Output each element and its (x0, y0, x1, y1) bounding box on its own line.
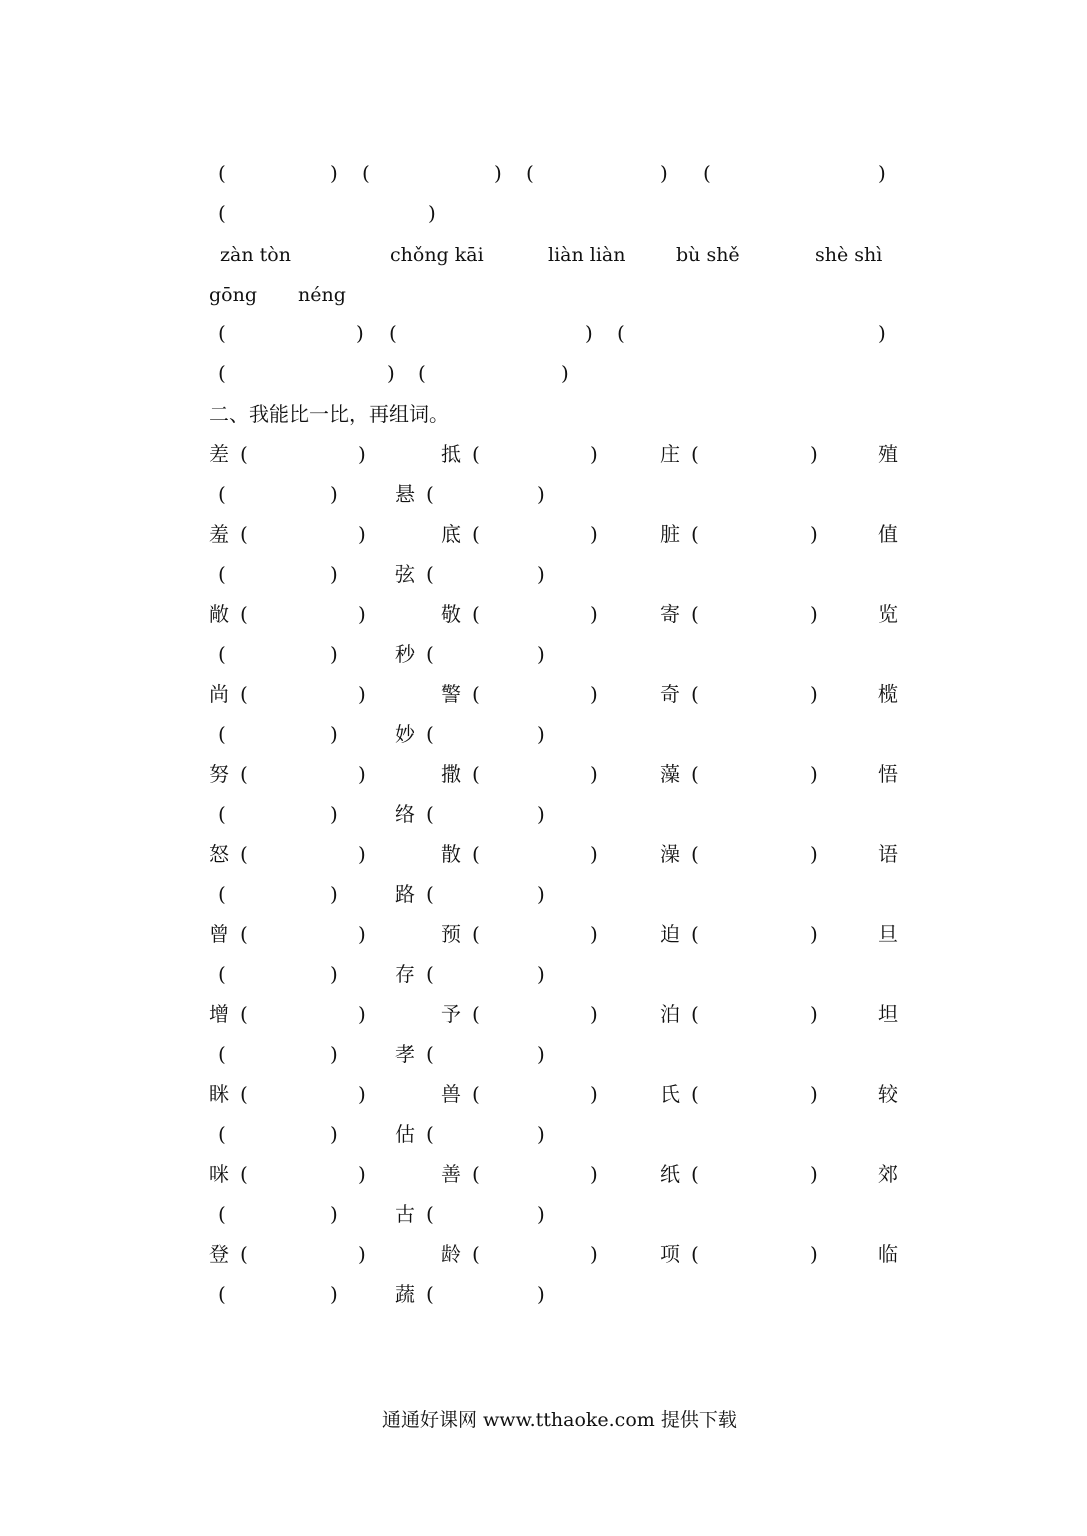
section-title: 二、我能比一比，再组词。 (209, 402, 449, 426)
bracket-open: ( (472, 442, 480, 466)
pinyin-word: liàn liàn (548, 244, 626, 266)
bracket-open: ( (691, 842, 699, 866)
pinyin-word: zàn tòn (220, 244, 291, 266)
compare-char: 泊 (660, 1002, 680, 1026)
bracket-open: ( (472, 1082, 480, 1106)
bracket-open: ( (418, 361, 426, 385)
bracket-close: ) (590, 842, 598, 866)
compare-char: 脏 (660, 522, 680, 546)
bracket-open: ( (691, 922, 699, 946)
bracket-open: ( (426, 722, 434, 746)
bracket-close: ) (810, 1002, 818, 1026)
compare-char: 较 (878, 1082, 898, 1106)
compare-char: 悟 (878, 762, 898, 786)
bracket-close: ) (590, 922, 598, 946)
compare-char: 古 (395, 1202, 415, 1226)
compare-char: 悬 (395, 482, 415, 506)
compare-char: 撒 (441, 762, 461, 786)
bracket-close: ) (537, 1202, 545, 1226)
bracket-open: ( (426, 882, 434, 906)
bracket-close: ) (810, 522, 818, 546)
bracket-close: ) (358, 522, 366, 546)
bracket-open: ( (240, 442, 248, 466)
bracket-close: ) (356, 321, 364, 345)
bracket-close: ) (358, 602, 366, 626)
compare-char: 孝 (395, 1042, 415, 1066)
bracket-open: ( (426, 562, 434, 586)
bracket-close: ) (878, 321, 886, 345)
compare-char: 龄 (441, 1242, 461, 1266)
bracket-open: ( (389, 321, 397, 345)
bracket-open: ( (691, 762, 699, 786)
bracket-open: ( (526, 161, 534, 185)
compare-char: 澡 (660, 842, 680, 866)
bracket-open: ( (218, 361, 226, 385)
compare-char: 榄 (878, 682, 898, 706)
bracket-open: ( (472, 602, 480, 626)
compare-char: 庄 (660, 442, 680, 466)
bracket-close: ) (537, 802, 545, 826)
compare-char: 路 (395, 882, 415, 906)
bracket-close: ) (585, 321, 593, 345)
bracket-open: ( (218, 482, 226, 506)
bracket-open: ( (240, 522, 248, 546)
bracket-open: ( (218, 1122, 226, 1146)
compare-char: 络 (395, 802, 415, 826)
pinyin-word: bù shě (676, 244, 740, 266)
bracket-close: ) (358, 842, 366, 866)
bracket-open: ( (240, 682, 248, 706)
compare-char: 兽 (441, 1082, 461, 1106)
bracket-open: ( (218, 321, 226, 345)
bracket-open: ( (218, 161, 226, 185)
compare-char: 值 (878, 522, 898, 546)
compare-char: 氏 (660, 1082, 680, 1106)
bracket-open: ( (240, 1162, 248, 1186)
compare-char: 怒 (209, 842, 229, 866)
pinyin-word: gōng (209, 284, 258, 306)
bracket-close: ) (810, 842, 818, 866)
bracket-open: ( (240, 602, 248, 626)
bracket-close: ) (330, 882, 338, 906)
bracket-close: ) (537, 642, 545, 666)
bracket-open: ( (218, 201, 226, 225)
compare-char: 纸 (660, 1162, 680, 1186)
bracket-close: ) (590, 1002, 598, 1026)
compare-char: 秒 (395, 642, 415, 666)
bracket-close: ) (358, 1162, 366, 1186)
compare-char: 寄 (660, 602, 680, 626)
bracket-open: ( (472, 922, 480, 946)
bracket-close: ) (330, 562, 338, 586)
bracket-open: ( (426, 962, 434, 986)
bracket-close: ) (330, 1042, 338, 1066)
bracket-open: ( (472, 762, 480, 786)
bracket-open: ( (218, 1282, 226, 1306)
bracket-open: ( (426, 802, 434, 826)
bracket-open: ( (240, 762, 248, 786)
compare-char: 旦 (878, 922, 898, 946)
bracket-close: ) (330, 642, 338, 666)
bracket-open: ( (472, 1162, 480, 1186)
bracket-open: ( (426, 642, 434, 666)
bracket-open: ( (218, 562, 226, 586)
bracket-close: ) (590, 682, 598, 706)
bracket-close: ) (358, 682, 366, 706)
pinyin-word: shè shì (815, 244, 883, 266)
bracket-open: ( (472, 522, 480, 546)
compare-char: 郊 (878, 1162, 898, 1186)
compare-char: 增 (209, 1002, 229, 1026)
compare-char: 览 (878, 602, 898, 626)
bracket-open: ( (691, 682, 699, 706)
bracket-close: ) (330, 161, 338, 185)
bracket-close: ) (358, 1242, 366, 1266)
bracket-close: ) (428, 201, 436, 225)
bracket-close: ) (330, 1202, 338, 1226)
bracket-close: ) (590, 762, 598, 786)
compare-char: 弦 (395, 562, 415, 586)
compare-char: 语 (878, 842, 898, 866)
compare-char: 底 (441, 522, 461, 546)
bracket-open: ( (218, 1202, 226, 1226)
bracket-open: ( (218, 962, 226, 986)
bracket-open: ( (426, 1202, 434, 1226)
compare-char: 敞 (209, 602, 229, 626)
bracket-close: ) (537, 1122, 545, 1146)
bracket-close: ) (358, 762, 366, 786)
compare-char: 奇 (660, 682, 680, 706)
bracket-open: ( (218, 802, 226, 826)
compare-char: 散 (441, 842, 461, 866)
bracket-close: ) (358, 442, 366, 466)
bracket-close: ) (590, 1162, 598, 1186)
bracket-close: ) (330, 482, 338, 506)
bracket-close: ) (590, 602, 598, 626)
bracket-open: ( (240, 842, 248, 866)
compare-char: 抵 (441, 442, 461, 466)
bracket-close: ) (330, 722, 338, 746)
bracket-open: ( (240, 922, 248, 946)
compare-char: 殖 (878, 442, 898, 466)
bracket-open: ( (240, 1242, 248, 1266)
bracket-open: ( (240, 1082, 248, 1106)
bracket-close: ) (878, 161, 886, 185)
bracket-close: ) (590, 1082, 598, 1106)
compare-char: 预 (441, 922, 461, 946)
pinyin-word: néng (298, 284, 346, 306)
bracket-close: ) (537, 1042, 545, 1066)
bracket-close: ) (537, 882, 545, 906)
bracket-open: ( (691, 522, 699, 546)
bracket-close: ) (537, 482, 545, 506)
bracket-open: ( (691, 602, 699, 626)
bracket-open: ( (218, 642, 226, 666)
compare-char: 坦 (878, 1002, 898, 1026)
bracket-close: ) (810, 1242, 818, 1266)
compare-char: 尚 (209, 682, 229, 706)
bracket-close: ) (810, 602, 818, 626)
bracket-open: ( (472, 1002, 480, 1026)
bracket-close: ) (561, 361, 569, 385)
compare-char: 善 (441, 1162, 461, 1186)
compare-char: 努 (209, 762, 229, 786)
bracket-close: ) (537, 722, 545, 746)
bracket-close: ) (810, 442, 818, 466)
compare-char: 羞 (209, 522, 229, 546)
bracket-close: ) (590, 522, 598, 546)
compare-char: 敬 (441, 602, 461, 626)
bracket-close: ) (537, 1282, 545, 1306)
compare-char: 蔬 (395, 1282, 415, 1306)
bracket-close: ) (810, 682, 818, 706)
bracket-open: ( (691, 442, 699, 466)
compare-char: 眯 (209, 1082, 229, 1106)
bracket-close: ) (387, 361, 395, 385)
compare-char: 咪 (209, 1162, 229, 1186)
compare-char: 项 (660, 1242, 680, 1266)
compare-char: 警 (441, 682, 461, 706)
bracket-open: ( (426, 1042, 434, 1066)
bracket-open: ( (472, 842, 480, 866)
bracket-close: ) (537, 562, 545, 586)
bracket-open: ( (703, 161, 711, 185)
bracket-open: ( (218, 1042, 226, 1066)
compare-char: 予 (441, 1002, 461, 1026)
compare-char: 差 (209, 442, 229, 466)
bracket-close: ) (330, 802, 338, 826)
bracket-open: ( (691, 1002, 699, 1026)
bracket-close: ) (358, 922, 366, 946)
bracket-open: ( (472, 682, 480, 706)
compare-char: 临 (878, 1242, 898, 1266)
bracket-close: ) (330, 1282, 338, 1306)
bracket-close: ) (358, 1002, 366, 1026)
bracket-close: ) (810, 1162, 818, 1186)
bracket-close: ) (810, 762, 818, 786)
bracket-open: ( (691, 1082, 699, 1106)
compare-char: 估 (395, 1122, 415, 1146)
bracket-open: ( (617, 321, 625, 345)
compare-char: 迫 (660, 922, 680, 946)
bracket-open: ( (691, 1162, 699, 1186)
bracket-open: ( (426, 1282, 434, 1306)
bracket-open: ( (362, 161, 370, 185)
bracket-close: ) (810, 922, 818, 946)
footer-credit: 通通好课网 www.tthaoke.com 提供下载 (382, 1409, 737, 1431)
bracket-open: ( (240, 1002, 248, 1026)
bracket-close: ) (494, 161, 502, 185)
bracket-close: ) (330, 1122, 338, 1146)
bracket-open: ( (218, 722, 226, 746)
compare-char: 藻 (660, 762, 680, 786)
bracket-close: ) (537, 962, 545, 986)
compare-char: 存 (395, 962, 415, 986)
bracket-open: ( (426, 482, 434, 506)
bracket-close: ) (330, 962, 338, 986)
bracket-close: ) (810, 1082, 818, 1106)
bracket-open: ( (426, 1122, 434, 1146)
compare-char: 曾 (209, 922, 229, 946)
compare-char: 妙 (395, 722, 415, 746)
compare-char: 登 (209, 1242, 229, 1266)
bracket-close: ) (590, 1242, 598, 1266)
bracket-open: ( (472, 1242, 480, 1266)
pinyin-word: chǒng kāi (390, 244, 484, 266)
bracket-open: ( (218, 882, 226, 906)
bracket-close: ) (590, 442, 598, 466)
bracket-open: ( (691, 1242, 699, 1266)
bracket-close: ) (358, 1082, 366, 1106)
bracket-close: ) (660, 161, 668, 185)
